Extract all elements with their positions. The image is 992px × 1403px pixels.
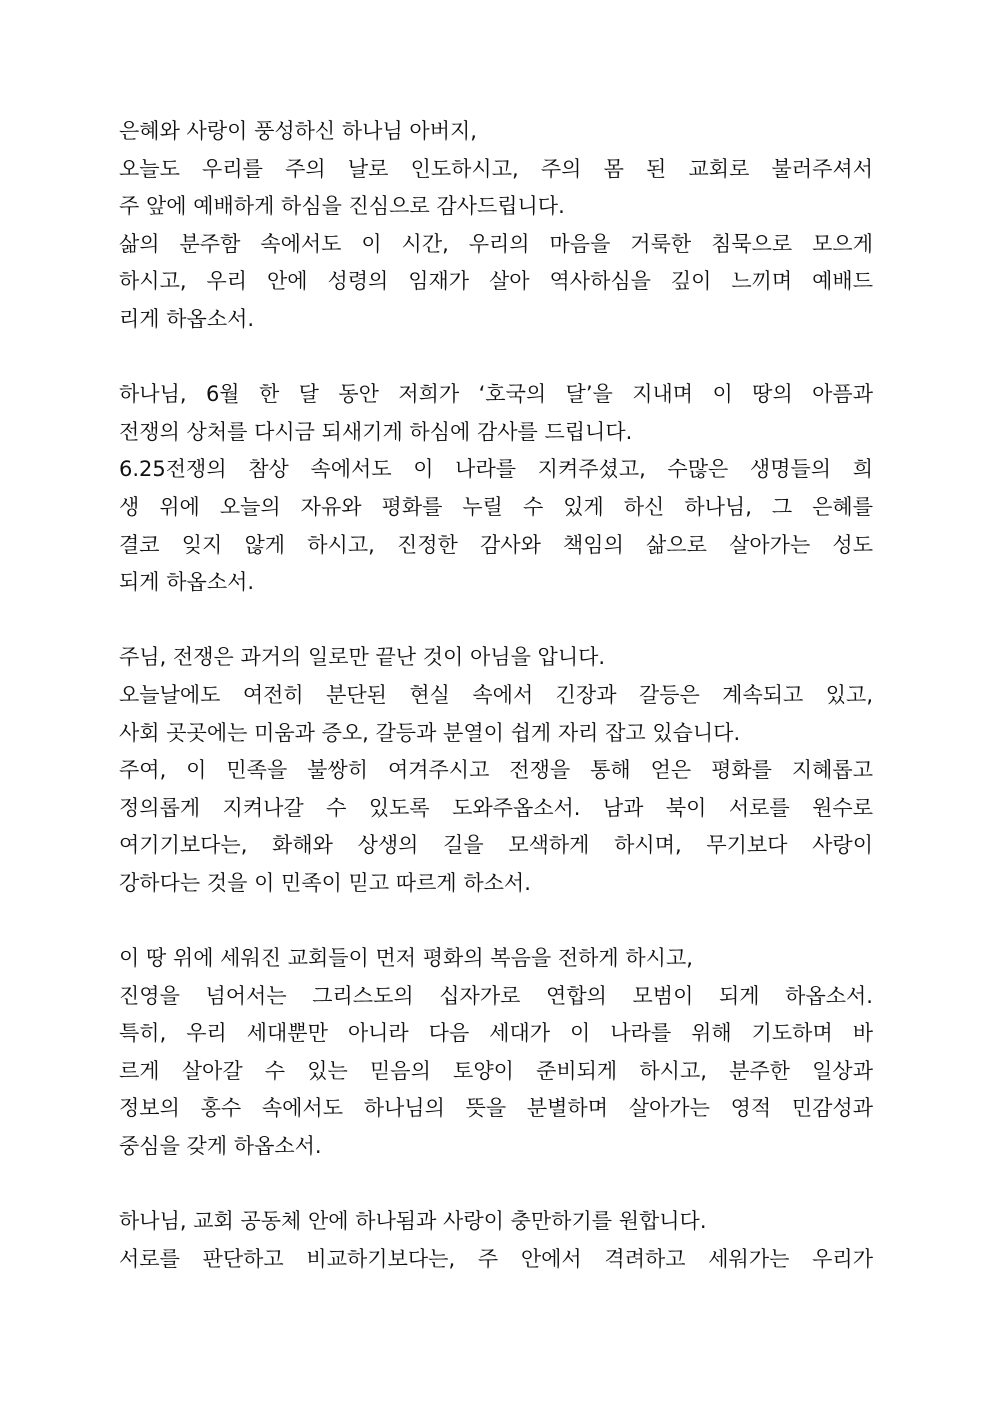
text-line: 리게 하옵소서. [119, 306, 255, 331]
text-line: 정의롭게 지켜나갈 수 있도록 도와주옵소서. 남과 북이 서로를 원수로 [119, 795, 873, 820]
text-line: 되게 하옵소서. [119, 570, 255, 595]
paragraph-1 [119, 113, 873, 339]
text-line: 오늘도 우리를 주의 날로 인도하시고, 주의 몸 된 교회로 불러주셔서 [119, 156, 873, 181]
paragraph-2 [119, 376, 873, 602]
paragraph-4 [119, 940, 873, 1166]
prayer-text [119, 113, 873, 1278]
text-line: 하시고, 우리 안에 성령의 임재가 살아 역사하심을 깊이 느끼며 예배드 [119, 269, 873, 294]
text-line: 여기기보다는, 화해와 상생의 길을 모색하게 하시며, 무기보다 사랑이 [119, 833, 873, 858]
text-line: 중심을 갖게 하옵소서. [119, 1134, 322, 1159]
text-line: 하나님, 교회 공동체 안에 하나됨과 사랑이 충만하기를 원합니다. [119, 1209, 707, 1234]
text-line: 정보의 홍수 속에서도 하나님의 뜻을 분별하며 살아가는 영적 민감성과 [119, 1096, 873, 1121]
text-line: 결코 잊지 않게 하시고, 진정한 감사와 책임의 삶으로 살아가는 성도 [119, 532, 873, 557]
text-line: 6.25전쟁의 참상 속에서도 이 나라를 지켜주셨고, 수많은 생명들의 희 [119, 457, 873, 482]
paragraph-gap [119, 902, 873, 940]
text-line: 이 땅 위에 세워진 교회들이 먼저 평화의 복음을 전하게 하시고, [119, 946, 693, 971]
text-line: 강하다는 것을 이 민족이 믿고 따르게 하소서. [119, 870, 531, 895]
text-line: 사회 곳곳에는 미움과 증오, 갈등과 분열이 쉽게 자리 잡고 있습니다. [119, 720, 741, 745]
paragraph-gap [119, 1166, 873, 1204]
text-line: 르게 살아갈 수 있는 믿음의 토양이 준비되게 하시고, 분주한 일상과 [119, 1058, 873, 1083]
text-line: 오늘날에도 여전히 분단된 현실 속에서 긴장과 갈등은 계속되고 있고, [119, 682, 873, 707]
text-line: 삶의 분주함 속에서도 이 시간, 우리의 마음을 거룩한 침묵으로 모으게 [119, 231, 873, 256]
paragraph-gap [119, 602, 873, 640]
text-line: 전쟁의 상처를 다시금 되새기게 하심에 감사를 드립니다. [119, 419, 633, 444]
paragraph-gap [119, 339, 873, 377]
paragraph-5 [119, 1203, 873, 1278]
text-line: 생 위에 오늘의 자유와 평화를 누릴 수 있게 하신 하나님, 그 은혜를 [119, 494, 873, 519]
text-line: 은혜와 사랑이 풍성하신 하나님 아버지, [119, 119, 477, 143]
text-line: 주여, 이 민족을 불쌍히 여겨주시고 전쟁을 통해 얻은 평화를 지혜롭고 [119, 758, 873, 783]
text-line: 주 앞에 예배하게 하심을 진심으로 감사드립니다. [119, 194, 565, 219]
text-line: 진영을 넘어서는 그리스도의 십자가로 연합의 모범이 되게 하옵소서. [119, 983, 873, 1008]
text-line: 특히, 우리 세대뿐만 아니라 다음 세대가 이 나라를 위해 기도하며 바 [119, 1021, 873, 1046]
text-line: 서로를 판단하고 비교하기보다는, 주 안에서 격려하고 세워가는 우리가 [119, 1246, 873, 1271]
text-line: 주님, 전쟁은 과거의 일로만 끝난 것이 아님을 압니다. [119, 645, 606, 670]
paragraph-3 [119, 639, 873, 902]
text-line: 하나님, 6월 한 달 동안 저희가 ‘호국의 달’을 지내며 이 땅의 아픔과 [119, 382, 873, 407]
